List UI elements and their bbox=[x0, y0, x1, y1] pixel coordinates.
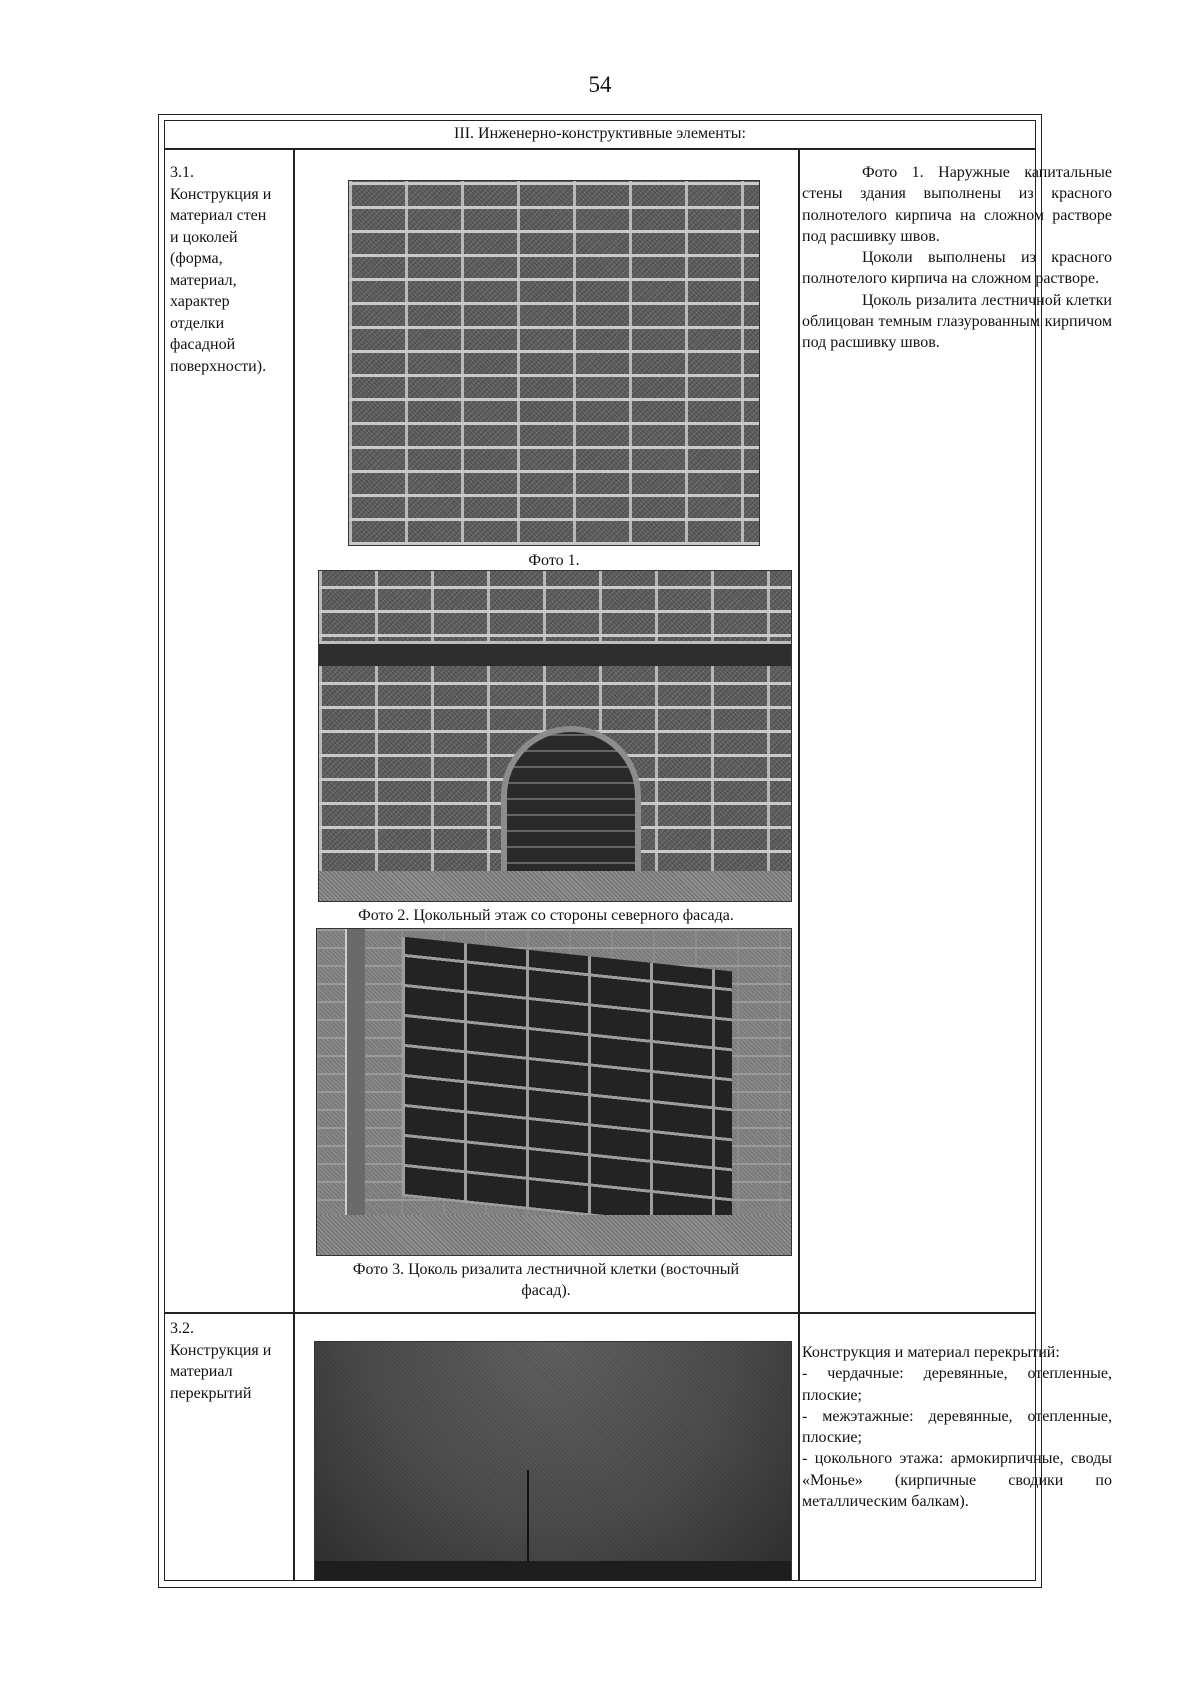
basement-arch-photo bbox=[318, 570, 792, 902]
label-line: отделки bbox=[170, 314, 225, 332]
label-line: материал стен bbox=[170, 207, 267, 224]
row-separator bbox=[164, 1312, 1036, 1314]
label-line: (форма, bbox=[170, 250, 223, 267]
caption-line: фасад). bbox=[521, 1282, 571, 1299]
label-line: Конструкция и bbox=[170, 185, 272, 203]
glazed-plinth-block bbox=[402, 937, 732, 1232]
plinth-photo bbox=[316, 928, 792, 1256]
description-title: Конструкция и материал перекрытий: bbox=[802, 1344, 1060, 1361]
photo-2-caption: Фото 2. Цокольный этаж со стороны северного фасада. bbox=[358, 907, 734, 924]
description-item: - цокольного этажа: армокирпичные, своды «Монье» (кирпичные сводики по металлическим балкам). bbox=[802, 1450, 1112, 1511]
description-paragraph: Цоколи выполнены из красного полнотелого кирпича на сложном растворе. bbox=[802, 249, 1112, 288]
label-line: характер bbox=[170, 293, 230, 310]
row-3-2-description bbox=[802, 1342, 1112, 1512]
label-line: материал, bbox=[170, 271, 237, 289]
photo-1-caption: Фото 1. bbox=[528, 552, 580, 569]
label-line: материал bbox=[170, 1363, 233, 1380]
label-line: и цоколей bbox=[170, 228, 238, 246]
drain-pipe bbox=[345, 929, 365, 1255]
column-separator-right bbox=[798, 148, 800, 1581]
cornice-band bbox=[319, 641, 791, 666]
label-line: поверхности). bbox=[170, 357, 267, 375]
hanging-lamp-cord bbox=[527, 1470, 529, 1562]
ground-strip bbox=[319, 871, 791, 901]
column-separator-left bbox=[293, 148, 295, 1581]
page-number: 54 bbox=[588, 72, 612, 97]
row-3-1-description bbox=[802, 162, 1112, 354]
section-title: III. Инженерно-конструктивные элементы: bbox=[454, 125, 746, 142]
label-line: Конструкция и bbox=[170, 1341, 272, 1359]
row-3-1-label bbox=[170, 162, 290, 377]
row-number: 3.1. bbox=[170, 164, 194, 181]
description-item: - межэтажные: деревянные, отепленные, плоские; bbox=[802, 1407, 1112, 1447]
caption-line: Фото 3. Цоколь ризалита лестничной клетки (восточный bbox=[352, 1261, 740, 1278]
description-paragraph: Цоколь ризалита лестничной клетки облицован темным глазурованным кирпичом под расшивку швов. bbox=[802, 291, 1112, 352]
label-line: фасадной bbox=[170, 336, 236, 353]
brick-wall-photo bbox=[348, 180, 760, 546]
ground-strip bbox=[317, 1215, 791, 1255]
row-number: 3.2. bbox=[170, 1320, 194, 1337]
description-item: - чердачные: деревянные, отепленные, плоские; bbox=[802, 1365, 1112, 1404]
photo-3-caption bbox=[300, 1259, 792, 1301]
label-line: перекрытий bbox=[170, 1384, 252, 1402]
header-separator bbox=[164, 148, 1036, 150]
description-paragraph: Фото 1. Наружные капитальные стены здания выполнены из красного полнотелого кирпича на сложном растворе под расшивку швов. bbox=[802, 164, 1112, 245]
ceiling-photo bbox=[314, 1341, 792, 1581]
row-3-2-label bbox=[170, 1318, 290, 1404]
wall-strip bbox=[315, 1561, 791, 1581]
